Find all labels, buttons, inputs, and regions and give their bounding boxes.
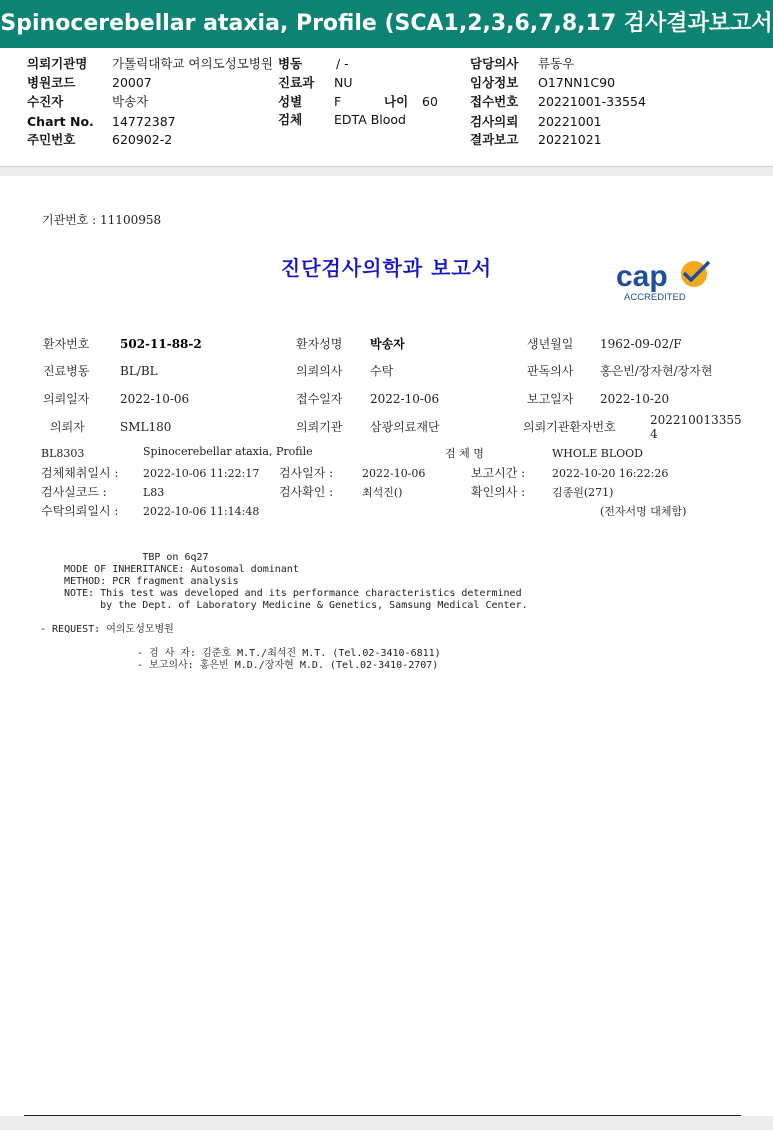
- collect-label: 검체채취일시 :: [41, 466, 119, 480]
- physician-value: 수탁: [370, 364, 394, 378]
- report-time-value: 2022-10-20 16:22:26: [552, 467, 669, 480]
- requester-value: SML180: [120, 420, 172, 434]
- birth-label: 생년월일: [527, 337, 574, 351]
- requester-label: 의뢰자: [50, 420, 85, 434]
- resident-value: 620902-2: [112, 132, 173, 147]
- patient-name-label: 환자성명: [296, 337, 343, 351]
- report-date-label: 결과보고: [470, 132, 519, 147]
- request-line: - REQUEST: 여의도성모병원: [40, 624, 174, 635]
- test-code: BL8303: [41, 447, 85, 460]
- outsource-label: 수탁의뢰일시 :: [41, 504, 119, 518]
- confirm-value: 최석진(): [362, 486, 403, 499]
- cap-logo: [614, 258, 714, 302]
- report-page: [0, 176, 773, 1116]
- result-line: NOTE: This test was developed and its performance characteristics determined: [52, 588, 522, 599]
- staff-line: - 검 사 자: 김준호 M.T./최석진 M.T. (Tel.02-3410-6811): [137, 648, 441, 659]
- test-name: Spinocerebellar ataxia, Profile: [143, 445, 313, 458]
- institution-value: 가톨릭대학교 여의도성모병원: [112, 56, 273, 71]
- ward-label: 진료병동: [43, 364, 90, 378]
- header-panel: [0, 48, 773, 167]
- reviewer-label: 판독의사: [527, 364, 574, 378]
- birth-value: 1962-09-02/F: [600, 337, 682, 351]
- test-date-value: 2022-10-06: [362, 467, 426, 480]
- result-line: METHOD: PCR fragment analysis: [52, 576, 239, 587]
- request-date-value: 2022-10-06: [120, 392, 190, 406]
- collect-value: 2022-10-06 11:22:17: [143, 467, 260, 480]
- specimen-name-label: 검 체 명: [445, 447, 484, 460]
- ward-value: / -: [336, 56, 349, 71]
- clinical-label: 임상정보: [470, 75, 519, 90]
- request-date-label: 검사의뢰: [470, 114, 519, 129]
- req-org-label: 의뢰기관: [296, 420, 343, 434]
- org-number: 기관번호 : 11100958: [42, 213, 162, 227]
- result-line: MODE OF INHERITANCE: Autosomal dominant: [52, 564, 299, 575]
- result-line: by the Dept. of Laboratory Medicine & Genetics, Samsung Medical Center.: [52, 600, 528, 611]
- report-date-value: 20221021: [538, 132, 602, 147]
- report-title-bar: Spinocerebellar ataxia, Profile (SCA1,2,3,6,7,8,17 검사결과보고서: [0, 0, 773, 48]
- req-org-patient-label: 의뢰기관환자번호: [523, 420, 616, 434]
- lab-code-label: 검사실코드 :: [41, 485, 107, 499]
- age-label: 나이: [384, 94, 409, 109]
- reviewer-value: 홍은빈/장자현/장자현: [600, 364, 713, 378]
- req-org-patient-value-2: 4: [650, 427, 658, 441]
- request-date-label: 의뢰일자: [43, 392, 90, 406]
- ward-label: 병동: [278, 56, 303, 71]
- lab-code-value: L83: [143, 486, 165, 499]
- footer-divider: [24, 1115, 741, 1116]
- hospital-code-value: 20007: [112, 75, 152, 90]
- clinical-value: O17NN1C90: [538, 75, 616, 90]
- req-org-value: 삼광의료재단: [370, 420, 440, 434]
- outsource-value: 2022-10-06 11:14:48: [143, 505, 260, 518]
- cap-logo-text: cap: [616, 260, 668, 293]
- dept-label: 진료과: [278, 75, 315, 90]
- report-date-label: 보고일자: [527, 392, 574, 406]
- report-time-label: 보고시간 :: [471, 466, 526, 480]
- request-date-value: 20221001: [538, 114, 602, 129]
- institution-label: 의뢰기관명: [27, 56, 88, 71]
- cap-accredited-text: ACCREDITED: [624, 292, 686, 302]
- specimen-value: EDTA Blood: [334, 112, 406, 127]
- physician-label: 의뢰의사: [296, 364, 343, 378]
- age-value: 60: [422, 94, 438, 109]
- confirm-doc-label: 확인의사 :: [471, 485, 526, 499]
- patient-name-value: 박송자: [370, 337, 405, 351]
- chart-value: 14772387: [112, 114, 176, 129]
- resident-label: 주민번호: [27, 132, 76, 147]
- ward-value: BL/BL: [120, 364, 158, 378]
- specimen-label: 검체: [278, 112, 303, 127]
- patient-no-value: 502-11-88-2: [120, 337, 202, 351]
- receipt-date-value: 2022-10-06: [370, 392, 440, 406]
- result-line: TBP on 6q27: [52, 552, 209, 563]
- accession-label: 접수번호: [470, 94, 519, 109]
- doctor-value: 류동우: [538, 56, 575, 71]
- esign-note: (전자서명 대체함): [600, 505, 687, 518]
- specimen-name-value: WHOLE BLOOD: [552, 447, 643, 460]
- patient-value: 박송자: [112, 94, 149, 109]
- receipt-date-label: 접수일자: [296, 392, 343, 406]
- doctor-label: 담당의사: [470, 56, 519, 71]
- report-date-value: 2022-10-20: [600, 392, 670, 406]
- dept-value: NU: [334, 75, 353, 90]
- accession-value: 20221001-33554: [538, 94, 646, 109]
- req-org-patient-value-1: 202210013355: [650, 413, 742, 427]
- report-heading: 진단검사의학과 보고서: [280, 256, 493, 280]
- sex-value: F: [334, 94, 342, 109]
- sex-label: 성별: [278, 94, 303, 109]
- cap-accredited-icon: [614, 258, 714, 302]
- patient-label: 수진자: [27, 94, 64, 109]
- confirm-doc-value: 김종원(271): [552, 486, 614, 499]
- patient-no-label: 환자번호: [43, 337, 90, 351]
- staff-line: - 보고의사: 홍은빈 M.D./장자현 M.D. (Tel.02-3410-2707): [137, 660, 439, 671]
- chart-label: Chart No.: [27, 114, 94, 129]
- test-date-label: 검사일자 :: [279, 466, 334, 480]
- hospital-code-label: 병원코드: [27, 75, 76, 90]
- confirm-label: 검사확인 :: [279, 485, 334, 499]
